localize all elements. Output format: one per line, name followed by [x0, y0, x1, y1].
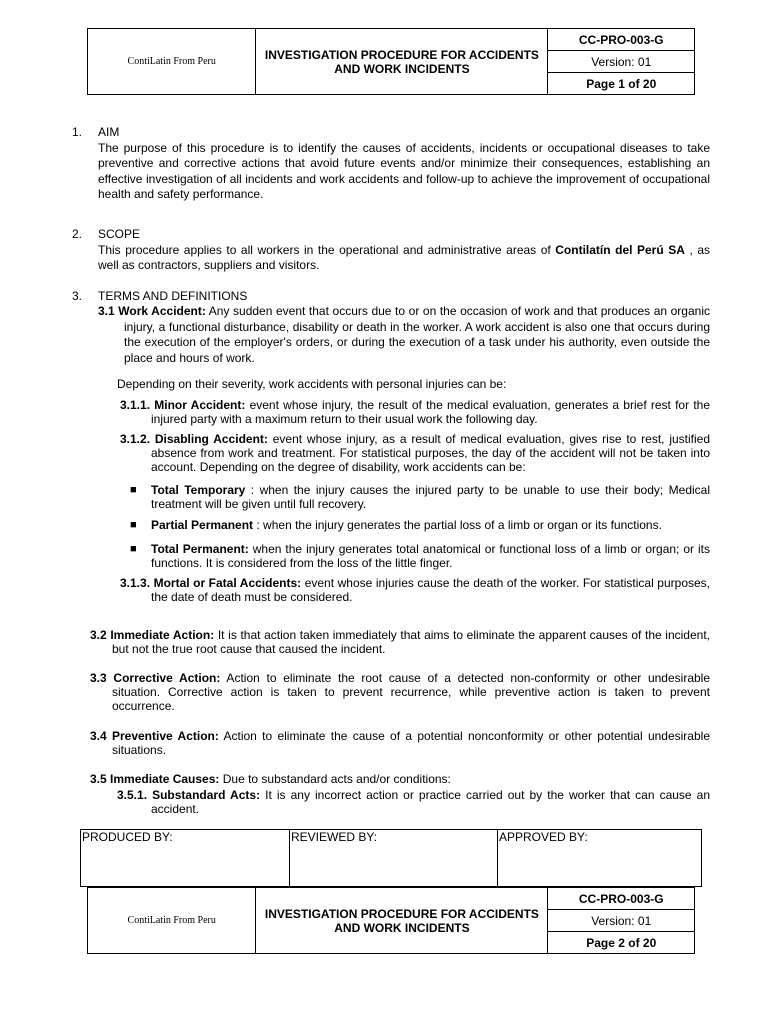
title-line-1: INVESTIGATION PROCEDURE FOR ACCIDENTS	[264, 47, 539, 62]
approved-by-cell: APPROVED BY:	[498, 830, 702, 887]
section-2-text: This procedure applies to all workers in the operational and administrative areas of Contilatín del Perú SA , as well as contractors, suppliers and visitors.	[98, 242, 710, 273]
section-3-number: 3.	[72, 289, 83, 303]
bullet-total-temporary: Total Temporary : when the injury causes the injured party to be unable to use their body; Medical treatment will be given until full recovery.	[151, 483, 711, 511]
title-line-2: AND WORK INCIDENTS	[334, 61, 470, 76]
page-number: Page 1 of 20	[548, 73, 695, 95]
bullet-partial-permanent: Partial Permanent : when the injury generates the partial loss of a limb or organ or its functions.	[151, 518, 662, 532]
definition-3-1-2: 3.1.2. Disabling Accident: event whose injury, as a result of medical evaluation, gives rise to rest, justified absence from work and treatment. For statistical purposes, the day of the accident will not be taken into account. Depending on the degree of disability, work accidents can be:	[120, 432, 710, 474]
definition-3-5: 3.5 Immediate Causes: Due to substandard acts and/or conditions:	[90, 772, 451, 786]
company-logo-text: ContiLatin From Peru	[88, 888, 256, 954]
title-line-1: INVESTIGATION PROCEDURE FOR ACCIDENTS	[264, 906, 539, 921]
definition-3-2: 3.2 Immediate Action: It is that action taken immediately that aims to eliminate the apparent causes of the incident, but not the true root cause that caused the incident.	[90, 628, 710, 656]
document-version: Version: 01	[548, 51, 695, 73]
section-2-number: 2.	[72, 227, 83, 241]
page-header	[87, 887, 695, 954]
company-name: Contilatín del Perú SA	[555, 242, 685, 257]
severity-intro: Depending on their severity, work accidents with personal injuries can be:	[117, 377, 507, 391]
definition-3-4: 3.4 Preventive Action: Action to eliminate the cause of a potential nonconformity or other potential undesirable situations.	[90, 729, 710, 757]
definition-3-1-3: 3.1.3. Mortal or Fatal Accidents: event whose injuries cause the death of the worker. For statistical purposes, the date of death must be considered.	[120, 576, 710, 604]
page-number: Page 2 of 20	[548, 932, 695, 954]
company-logo-text: ContiLatin From Peru	[88, 29, 256, 95]
page-header	[87, 28, 695, 95]
title-line-2: AND WORK INCIDENTS	[334, 920, 470, 935]
square-bullet-icon: ■	[130, 543, 137, 555]
definition-3-5-1: 3.5.1. Substandard Acts: It is any incorrect action or practice carried out by the worker that can cause an accident.	[117, 788, 711, 816]
section-2	[98, 227, 710, 274]
document-version: Version: 01	[548, 910, 695, 932]
section-3-title: TERMS AND DEFINITIONS	[98, 289, 248, 303]
document-title	[256, 888, 548, 954]
section-1	[98, 125, 710, 203]
signature-table	[80, 829, 702, 887]
document-title	[256, 29, 548, 95]
definition-3-1: 3.1 Work Accident: Any sudden event that occurs due to or on the occasion of work and that produces an organic injury, a functional disturbance, disability or death in the worker. A work accident is also one that occurs during the execution of the employer's orders, or during the execution of a task under his authority, even outside the place and hours of work.	[98, 304, 710, 365]
reviewed-by-cell: REVIEWED BY:	[290, 830, 498, 887]
definition-3-3: 3.3 Corrective Action: Action to eliminate the root cause of a detected non-conformity or other undesirable situation. Corrective action is taken to prevent recurrence, while preventive action is taken to prevent occurrence.	[90, 671, 711, 713]
definition-3-1-1: 3.1.1. Minor Accident: event whose injury, the result of the medical evaluation, generates a brief rest for the injured party with a maximum return to their usual work the following day.	[120, 398, 710, 426]
square-bullet-icon: ■	[130, 519, 137, 531]
bullet-total-permanent: Total Permanent: when the injury generates total anatomical or functional loss of a limb or organ; or its functions. It is considered from the loss of the little finger.	[151, 542, 711, 570]
section-1-text: The purpose of this procedure is to identify the causes of accidents, incidents or occupational diseases to take preventive and corrective actions that avoid future events and/or minimize their consequences, establishing an effective investigation of all incidents and work accidents and follow-up to achieve the improvement of occupational health and safety performance.	[98, 140, 710, 202]
section-2-title: SCOPE	[98, 227, 141, 241]
section-1-number: 1.	[72, 125, 83, 139]
produced-by-cell: PRODUCED BY:	[81, 830, 290, 887]
section-1-title: AIM	[98, 125, 120, 139]
square-bullet-icon: ■	[130, 484, 137, 496]
document-code: CC-PRO-003-G	[548, 888, 695, 910]
document-code: CC-PRO-003-G	[548, 29, 695, 51]
